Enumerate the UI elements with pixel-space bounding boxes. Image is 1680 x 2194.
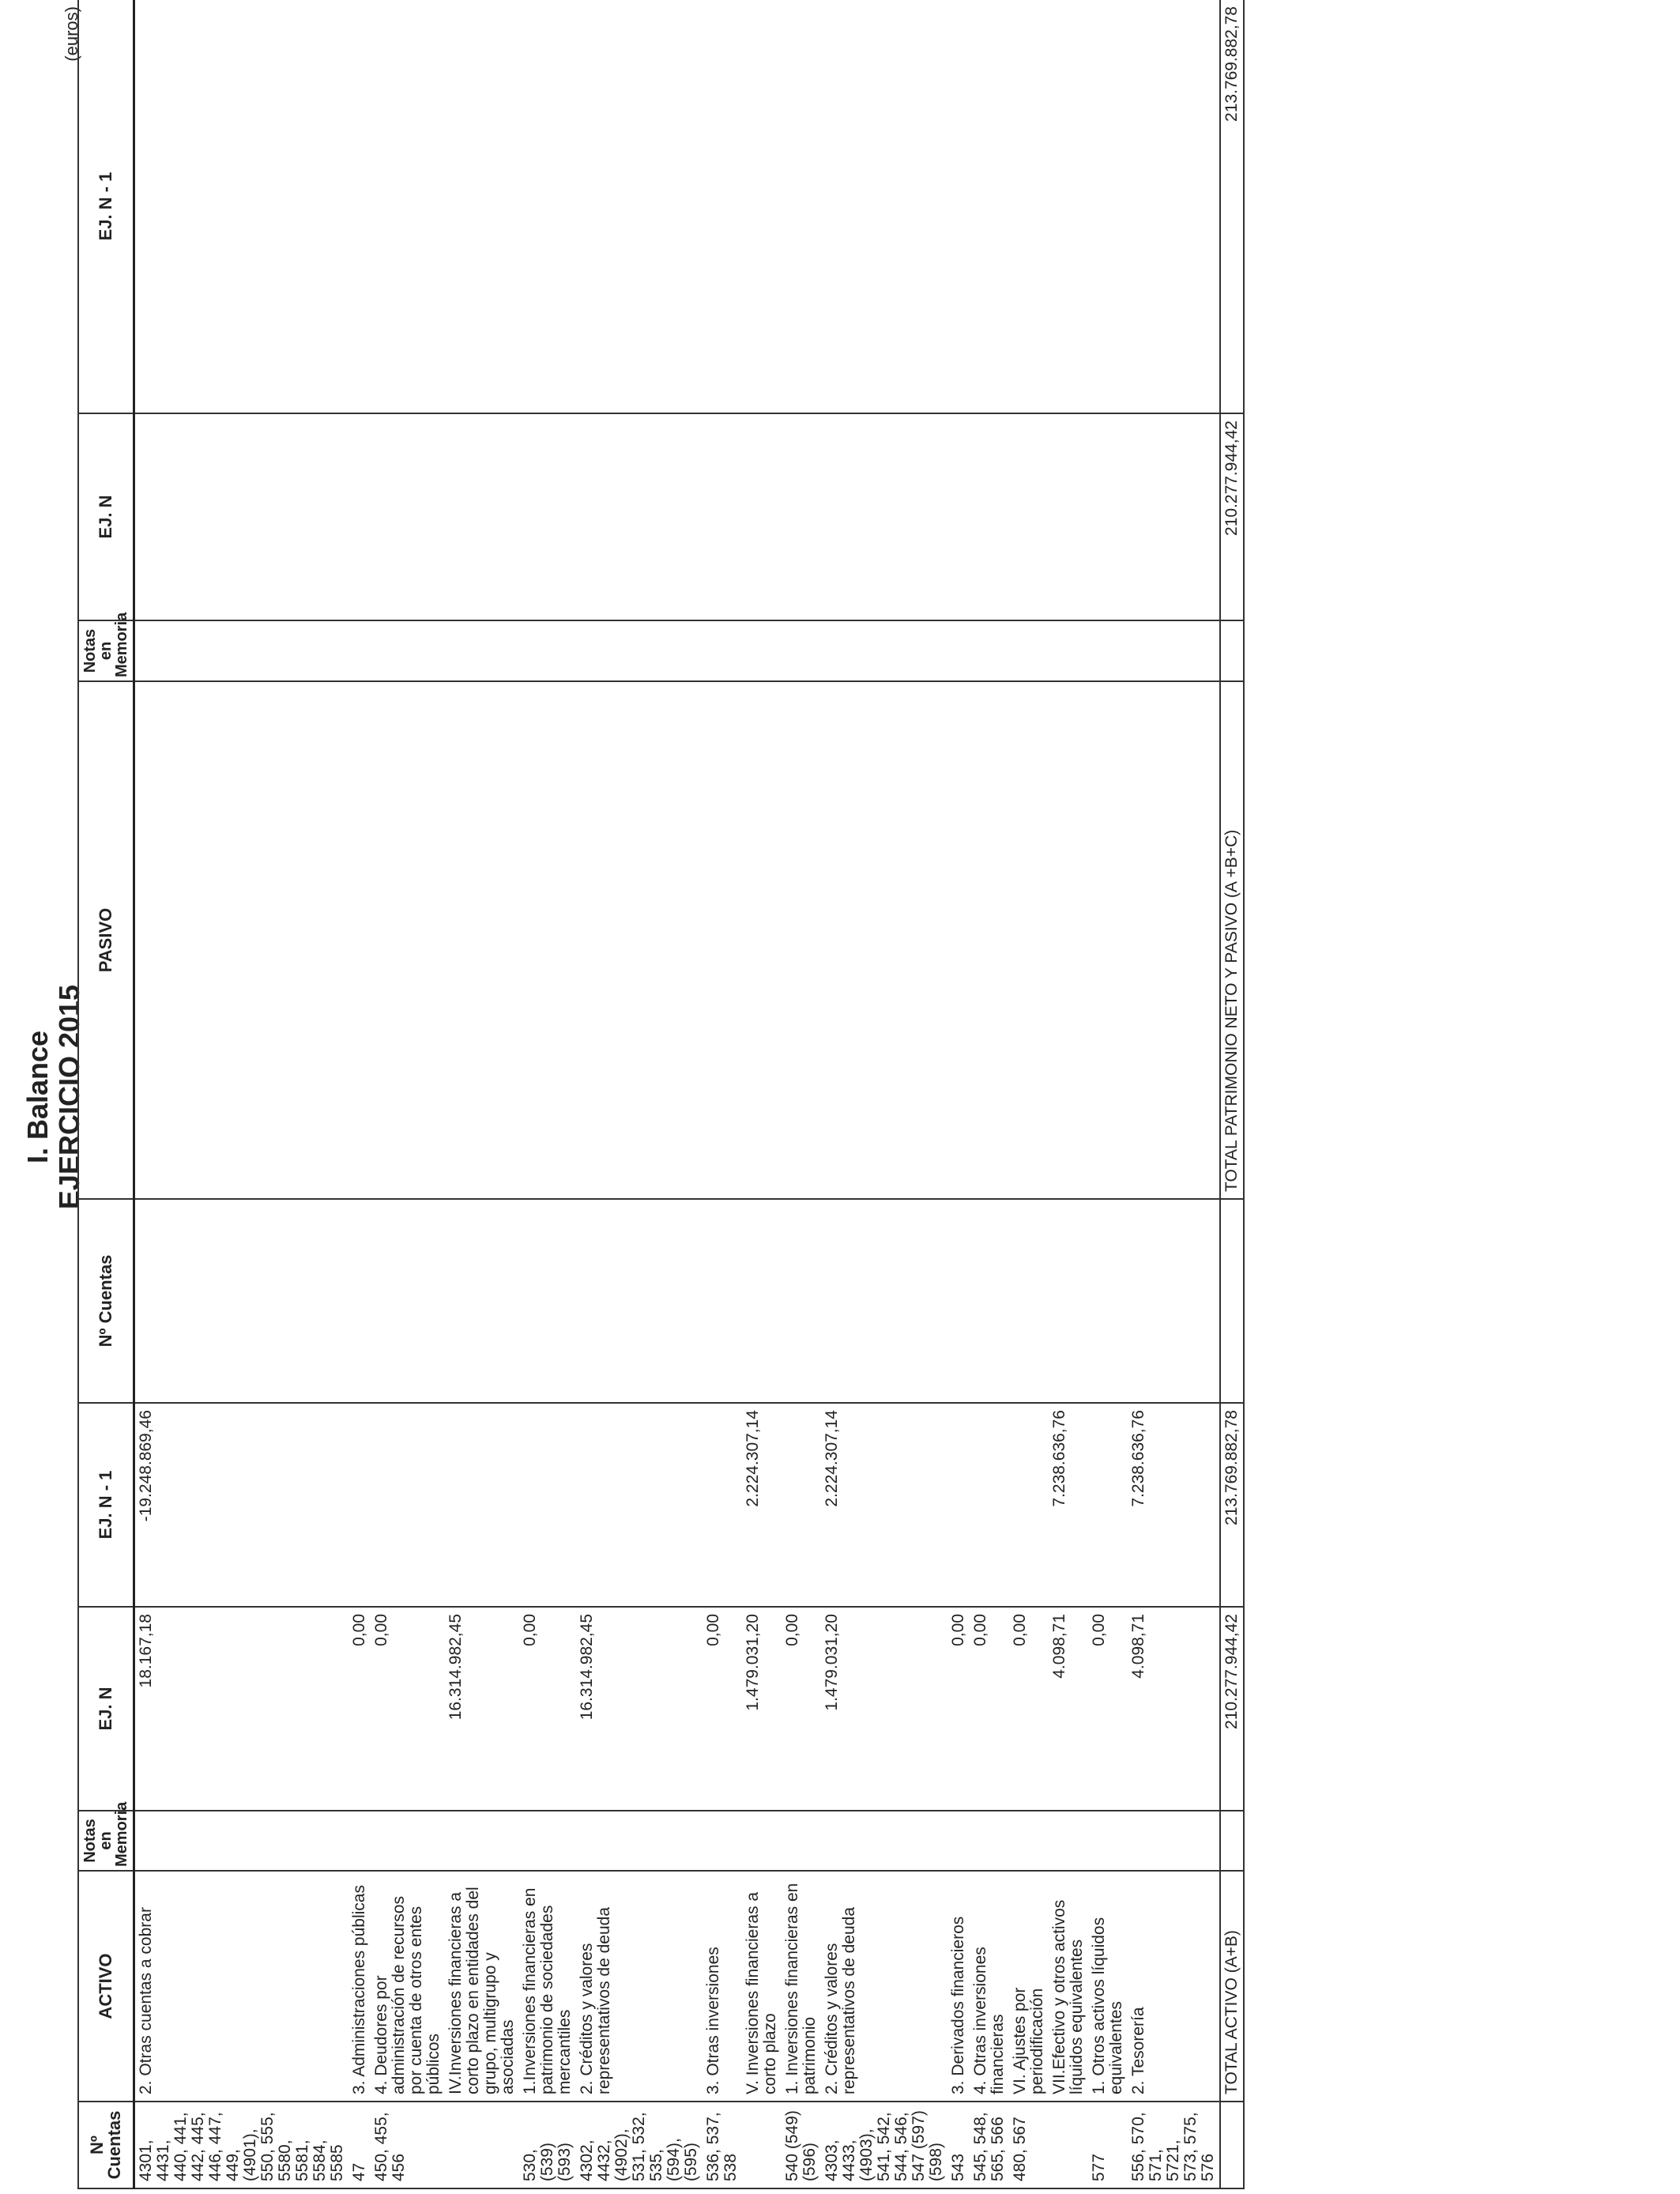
pasivo-ej-n-cell	[821, 413, 947, 620]
pasivo-ej-n-cell	[1009, 413, 1049, 620]
pasivo-ej-n-cell	[445, 413, 519, 620]
asset-label-cell: 1. Otros activos líquidos equivalentes	[1088, 1871, 1128, 2102]
asset-label-cell: 4. Otras inversiones financieras	[970, 1871, 1009, 2102]
account-numbers-cell	[445, 2102, 519, 2188]
total-pasivo-ej-n: 210.277.944,42	[1220, 413, 1244, 620]
pasivo-label-cell	[1128, 681, 1220, 1199]
table-row	[782, 0, 821, 2188]
ej-n-value-cell: 4.098,71	[1049, 1607, 1088, 1811]
pasivo-notes-cell	[742, 620, 782, 681]
asset-label-cell: 2. Créditos y valores representativos de deuda	[821, 1871, 947, 2102]
pasivo-cuentas-cell	[703, 1199, 742, 1403]
notes-cell	[445, 1811, 519, 1871]
pasivo-ej-n-1-cell	[134, 0, 349, 413]
ej-n-1-value-cell	[703, 1403, 742, 1607]
table-row	[576, 0, 703, 2188]
pasivo-cuentas-cell	[445, 1199, 519, 1403]
ej-n-1-value-cell	[970, 1403, 1009, 1607]
account-numbers-cell: 47	[348, 2102, 371, 2188]
asset-label-cell: 1.Inversiones financieras en patrimonio de sociedades mercantiles	[519, 1871, 576, 2102]
ej-n-value-cell: 0,00	[519, 1607, 576, 1811]
ej-n-1-value-cell	[371, 1403, 445, 1607]
table-row	[1009, 0, 1049, 2188]
pasivo-cuentas-cell	[821, 1199, 947, 1403]
pasivo-notes-cell	[445, 620, 519, 681]
title-block	[22, 0, 85, 2194]
ej-n-value-cell: 16.314.982,45	[445, 1607, 519, 1811]
pasivo-ej-n-1-cell	[519, 0, 576, 413]
table-row	[1049, 0, 1088, 2188]
pasivo-ej-n-cell	[742, 413, 782, 620]
ej-n-value-cell: 1.479.031,20	[742, 1607, 782, 1811]
account-numbers-cell: 530, (539) (593)	[519, 2102, 576, 2188]
asset-label-cell: IV.Inversiones financieras a corto plazo en entidades del grupo, multigrupo y asociadas	[445, 1871, 519, 2102]
pasivo-cuentas-cell	[947, 1199, 970, 1403]
pasivo-cuentas-cell	[348, 1199, 371, 1403]
ej-n-1-value-cell	[445, 1403, 519, 1607]
notes-cell	[703, 1811, 742, 1871]
ej-n-1-value-cell: 7.238.636,76	[1049, 1403, 1088, 1607]
pasivo-notes-cell	[1049, 620, 1088, 681]
table-row	[348, 0, 371, 2188]
asset-label-cell: 3. Derivados financieros	[947, 1871, 970, 2102]
header-notas-pasivo: Notas en Memoria	[78, 620, 134, 681]
ej-n-value-cell: 1.479.031,20	[821, 1607, 947, 1811]
notes-cell	[821, 1811, 947, 1871]
pasivo-ej-n-cell	[947, 413, 970, 620]
account-numbers-cell: 577	[1088, 2102, 1128, 2188]
ej-n-value-cell: 0,00	[1088, 1607, 1128, 1811]
ej-n-1-value-cell: 2.224.307,14	[821, 1403, 947, 1607]
pasivo-cuentas-cell	[134, 1199, 349, 1403]
pasivo-ej-n-cell	[703, 413, 742, 620]
asset-label-cell: VI. Ajustes por periodificación	[1009, 1871, 1049, 2102]
pasivo-cuentas-cell	[519, 1199, 576, 1403]
pasivo-notes-cell	[970, 620, 1009, 681]
pasivo-cuentas-cell	[742, 1199, 782, 1403]
pasivo-notes-cell	[1088, 620, 1128, 681]
total-activo-ej-n-1: 213.769.882,78	[1220, 1403, 1244, 1607]
header-ej-n-1: EJ. N - 1	[78, 1403, 134, 1607]
page-subtitle: EJERCICIO 2015	[53, 984, 85, 1210]
pasivo-notes-cell	[703, 620, 742, 681]
ej-n-1-value-cell	[1009, 1403, 1049, 1607]
pasivo-ej-n-1-cell	[1088, 0, 1128, 413]
ej-n-value-cell: 4.098,71	[1128, 1607, 1220, 1811]
notes-cell	[782, 1811, 821, 1871]
pasivo-label-cell	[134, 681, 349, 1199]
pasivo-label-cell	[821, 681, 947, 1199]
ej-n-value-cell: 0,00	[782, 1607, 821, 1811]
pasivo-ej-n-1-cell	[1009, 0, 1049, 413]
table-row	[371, 0, 445, 2188]
pasivo-ej-n-cell	[970, 413, 1009, 620]
table-row	[703, 0, 742, 2188]
account-numbers-cell: 545, 548, 565, 566	[970, 2102, 1009, 2188]
pasivo-ej-n-1-cell	[371, 0, 445, 413]
pasivo-notes-cell	[134, 620, 349, 681]
ej-n-value-cell: 0,00	[1009, 1607, 1049, 1811]
header-activo: ACTIVO	[78, 1871, 134, 2102]
account-numbers-cell: 543	[947, 2102, 970, 2188]
ej-n-1-value-cell	[947, 1403, 970, 1607]
account-numbers-cell: 480, 567	[1009, 2102, 1049, 2188]
header-cuentas: Nº Cuentas	[78, 2102, 134, 2188]
pasivo-ej-n-1-cell	[1049, 0, 1088, 413]
account-numbers-cell: 4302, 4432, (4902), 531, 532, 535, (594), (595)	[576, 2102, 703, 2188]
account-numbers-cell	[742, 2102, 782, 2188]
pasivo-notes-cell	[821, 620, 947, 681]
ej-n-1-value-cell	[576, 1403, 703, 1607]
ej-n-1-value-cell	[348, 1403, 371, 1607]
table-row	[970, 0, 1009, 2188]
pasivo-label-cell	[576, 681, 703, 1199]
asset-label-cell: 2. Otras cuentas a cobrar	[134, 1871, 349, 2102]
pasivo-ej-n-cell	[134, 413, 349, 620]
ej-n-1-value-cell	[782, 1403, 821, 1607]
pasivo-notes-cell	[1128, 620, 1220, 681]
pasivo-label-cell	[371, 681, 445, 1199]
pasivo-cuentas-cell	[371, 1199, 445, 1403]
account-numbers-cell: 556, 570, 571, 5721, 573, 575, 576	[1128, 2102, 1220, 2188]
pasivo-ej-n-1-cell	[742, 0, 782, 413]
pasivo-label-cell	[782, 681, 821, 1199]
notes-cell	[576, 1811, 703, 1871]
notes-cell	[1128, 1811, 1220, 1871]
table-row	[947, 0, 970, 2188]
pasivo-ej-n-1-cell	[445, 0, 519, 413]
ej-n-value-cell: 16.314.982,45	[576, 1607, 703, 1811]
total-pasivo-ej-n-1: 213.769.882,78	[1220, 0, 1244, 413]
pasivo-cuentas-cell	[970, 1199, 1009, 1403]
table-header-row	[78, 0, 134, 2188]
page-title: I. Balance	[21, 1030, 54, 1164]
pasivo-ej-n-1-cell	[348, 0, 371, 413]
pasivo-ej-n-cell	[1049, 413, 1088, 620]
pasivo-ej-n-1-cell	[782, 0, 821, 413]
header-ej-n-pasivo: EJ. N	[78, 413, 134, 620]
pasivo-label-cell	[1088, 681, 1128, 1199]
total-activo-ej-n: 210.277.944,42	[1220, 1607, 1244, 1811]
pasivo-notes-cell	[348, 620, 371, 681]
pasivo-label-cell	[1049, 681, 1088, 1199]
account-numbers-cell: 450, 455, 456	[371, 2102, 445, 2188]
header-notas: Notas en Memoria	[78, 1811, 134, 1871]
notes-cell	[1049, 1811, 1088, 1871]
pasivo-notes-cell	[371, 620, 445, 681]
ej-n-value-cell: 0,00	[947, 1607, 970, 1811]
account-numbers-cell: 536, 537, 538	[703, 2102, 742, 2188]
ej-n-value-cell: 0,00	[371, 1607, 445, 1811]
pasivo-cuentas-cell	[782, 1199, 821, 1403]
pasivo-label-cell	[1009, 681, 1049, 1199]
table-row	[1128, 0, 1220, 2188]
pasivo-label-cell	[970, 681, 1009, 1199]
pasivo-ej-n-1-cell	[703, 0, 742, 413]
pasivo-ej-n-1-cell	[576, 0, 703, 413]
account-numbers-cell: 540 (549) (596)	[782, 2102, 821, 2188]
pasivo-ej-n-1-cell	[1128, 0, 1220, 413]
notes-cell	[134, 1811, 349, 1871]
ej-n-1-value-cell: 2.224.307,14	[742, 1403, 782, 1607]
table-row	[519, 0, 576, 2188]
asset-label-cell: 3. Administraciones públicas	[348, 1871, 371, 2102]
asset-label-cell: 2. Tesorería	[1128, 1871, 1220, 2102]
pasivo-ej-n-1-cell	[947, 0, 970, 413]
notes-cell	[1009, 1811, 1049, 1871]
pasivo-notes-cell	[576, 620, 703, 681]
table-body	[134, 0, 1221, 2188]
header-ej-n-1-pasivo: EJ. N - 1	[78, 0, 134, 413]
total-activo-label: TOTAL ACTIVO (A+B)	[1220, 1871, 1244, 2102]
ej-n-1-value-cell	[1088, 1403, 1128, 1607]
ej-n-1-value-cell	[519, 1403, 576, 1607]
table-row	[134, 0, 349, 2188]
ej-n-value-cell: 18.167,18	[134, 1607, 349, 1811]
header-cuentas-pasivo: Nº Cuentas	[78, 1199, 134, 1403]
pasivo-notes-cell	[947, 620, 970, 681]
pasivo-ej-n-1-cell	[821, 0, 947, 413]
asset-label-cell: 4. Deudores por administración de recursos por cuenta de otros entes públicos	[371, 1871, 445, 2102]
asset-label-cell: V. Inversiones financieras a corto plazo	[742, 1871, 782, 2102]
ej-n-1-value-cell: -19.248.869,46	[134, 1403, 349, 1607]
table-row	[1088, 0, 1128, 2188]
account-numbers-cell	[1049, 2102, 1088, 2188]
table-row	[821, 0, 947, 2188]
pasivo-cuentas-cell	[1049, 1199, 1088, 1403]
pasivo-label-cell	[703, 681, 742, 1199]
pasivo-cuentas-cell	[1128, 1199, 1220, 1403]
pasivo-ej-n-cell	[576, 413, 703, 620]
pasivo-notes-cell	[782, 620, 821, 681]
totals-row	[1220, 0, 1244, 2188]
notes-cell	[947, 1811, 970, 1871]
pasivo-notes-cell	[519, 620, 576, 681]
pasivo-label-cell	[519, 681, 576, 1199]
ej-n-1-value-cell: 7.238.636,76	[1128, 1403, 1220, 1607]
notes-cell	[348, 1811, 371, 1871]
pasivo-label-cell	[445, 681, 519, 1199]
pasivo-cuentas-cell	[1009, 1199, 1049, 1403]
account-numbers-cell: 4303, 4433, (4903), 541, 542, 544, 546, 547 (597) (598)	[821, 2102, 947, 2188]
header-pasivo: PASIVO	[78, 681, 134, 1199]
pasivo-notes-cell	[1009, 620, 1049, 681]
asset-label-cell: 3. Otras inversiones	[703, 1871, 742, 2102]
notes-cell	[1088, 1811, 1128, 1871]
notes-cell	[742, 1811, 782, 1871]
pasivo-ej-n-cell	[782, 413, 821, 620]
asset-label-cell: VII.Efectivo y otros activos líquidos equivalentes	[1049, 1871, 1088, 2102]
pasivo-label-cell	[348, 681, 371, 1199]
header-ej-n: EJ. N	[78, 1607, 134, 1811]
pasivo-cuentas-cell	[1088, 1199, 1128, 1403]
pasivo-label-cell	[947, 681, 970, 1199]
asset-label-cell: 1. Inversiones financieras en patrimonio	[782, 1871, 821, 2102]
total-pasivo-label: TOTAL PATRIMONIO NETO Y PASIVO (A +B+C)	[1220, 681, 1244, 1199]
pasivo-ej-n-cell	[348, 413, 371, 620]
ej-n-value-cell: 0,00	[970, 1607, 1009, 1811]
pasivo-ej-n-cell	[371, 413, 445, 620]
pasivo-label-cell	[742, 681, 782, 1199]
balance-table	[77, 0, 1245, 2189]
account-numbers-cell: 4301, 4431, 440, 441, 442, 445, 446, 447, 449, (4901), 550, 555, 5580, 5581, 5584, 5585	[134, 2102, 349, 2188]
pasivo-cuentas-cell	[576, 1199, 703, 1403]
notes-cell	[970, 1811, 1009, 1871]
pasivo-ej-n-cell	[519, 413, 576, 620]
ej-n-value-cell: 0,00	[348, 1607, 371, 1811]
table-row	[742, 0, 782, 2188]
units-label: (euros)	[62, 6, 81, 62]
asset-label-cell: 2. Créditos y valores representativos de deuda	[576, 1871, 703, 2102]
notes-cell	[519, 1811, 576, 1871]
pasivo-ej-n-cell	[1088, 413, 1128, 620]
pasivo-ej-n-1-cell	[970, 0, 1009, 413]
table-row	[445, 0, 519, 2188]
notes-cell	[371, 1811, 445, 1871]
ej-n-value-cell: 0,00	[703, 1607, 742, 1811]
pasivo-ej-n-cell	[1128, 413, 1220, 620]
